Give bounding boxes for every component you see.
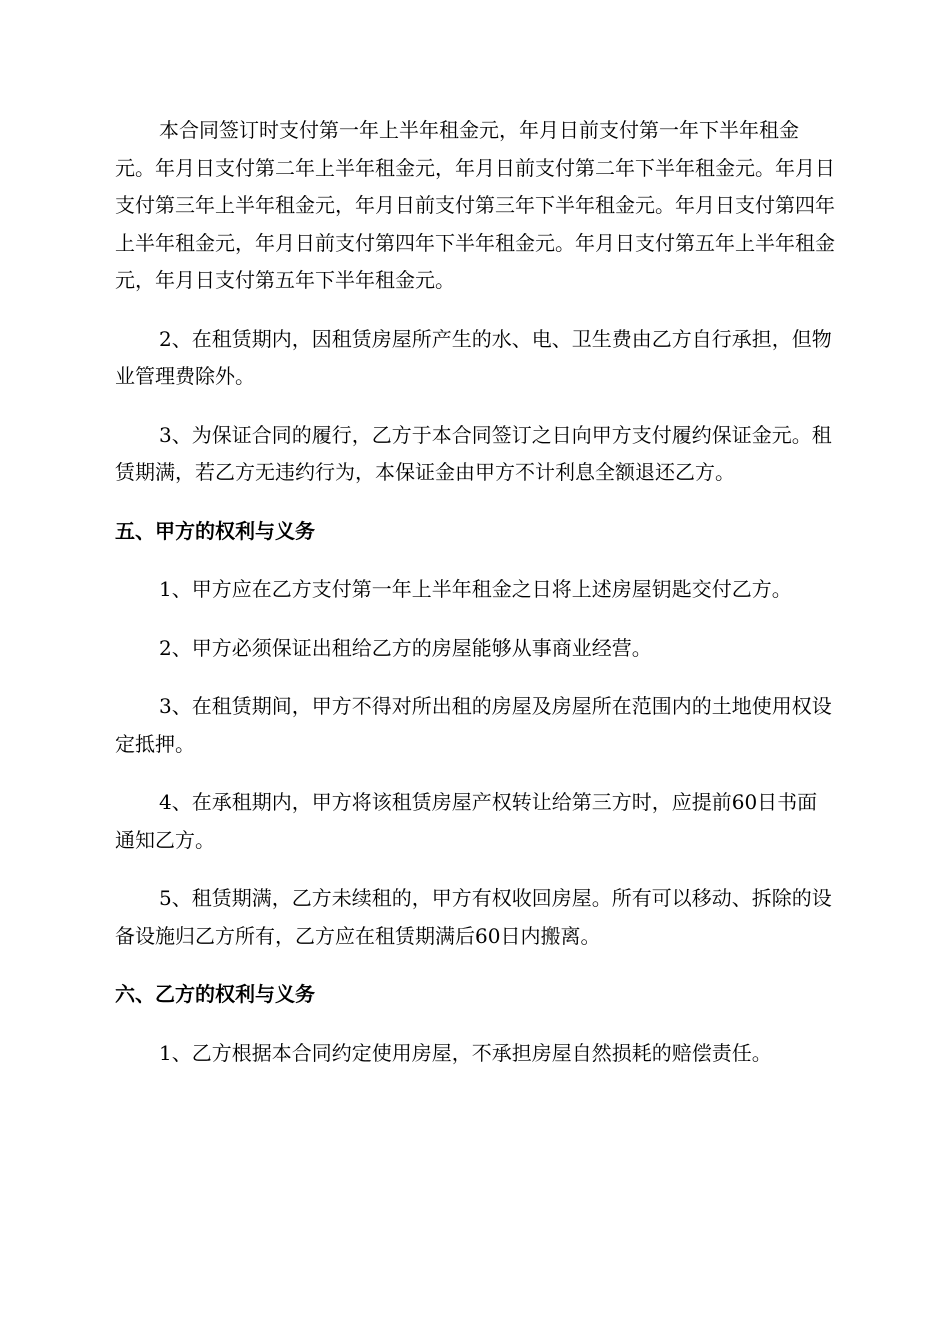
payment-schedule-paragraph: 本合同签订时支付第一年上半年租金元，年月日前支付第一年下半年租金元。年月日支付第二年上半年租金元，年月日前支付第二年下半年租金元。年月日支付第三年上半年租金元，年月日前支付第三年下半年租金元。年月日支付第四年上半年租金元，年月日前支付第四年下半年租金元。年月日支付第五年上半年租金元，年月日支付第五年下半年租金元。 [115,118,835,292]
section5-item-3: 3、在租赁期间，甲方不得对所出租的房屋及房屋所在范围内的土地使用权设定抵押。 [115,694,832,756]
section4-item-2: 2、在租赁期内，因租赁房屋所产生的水、电、卫生费由乙方自行承担，但物业管理费除外。 [115,326,832,388]
document-body [115,112,835,1093]
section5-item-1: 1、甲方应在乙方支付第一年上半年租金之日将上述房屋钥匙交付乙方。 [159,577,792,601]
section6-item-1: 1、乙方根据本合同约定使用房屋，不承担房屋自然损耗的赔偿责任。 [159,1040,772,1065]
section6-heading: 六、乙方的权利与义务 [115,982,315,1006]
section4-item-3: 3、为保证合同的履行，乙方于本合同签订之日向甲方支付履约保证金元。租赁期满，若乙方无违约行为，本保证金由甲方不计利息全额退还乙方。 [115,422,832,484]
section5-item-2: 2、甲方必须保证出租给乙方的房屋能够从事商业经营。 [159,635,652,660]
section5-item-4: 4、在承租期内，甲方将该租赁房屋产权转让给第三方时，应提前60日书面通知乙方。 [115,790,818,852]
section5-item-5: 5、租赁期满，乙方未续租的，甲方有权收回房屋。所有可以移动、拆除的设备设施归乙方所有，乙方应在租赁期满后60日内搬离。 [115,886,832,948]
section5-heading: 五、甲方的权利与义务 [115,518,315,543]
